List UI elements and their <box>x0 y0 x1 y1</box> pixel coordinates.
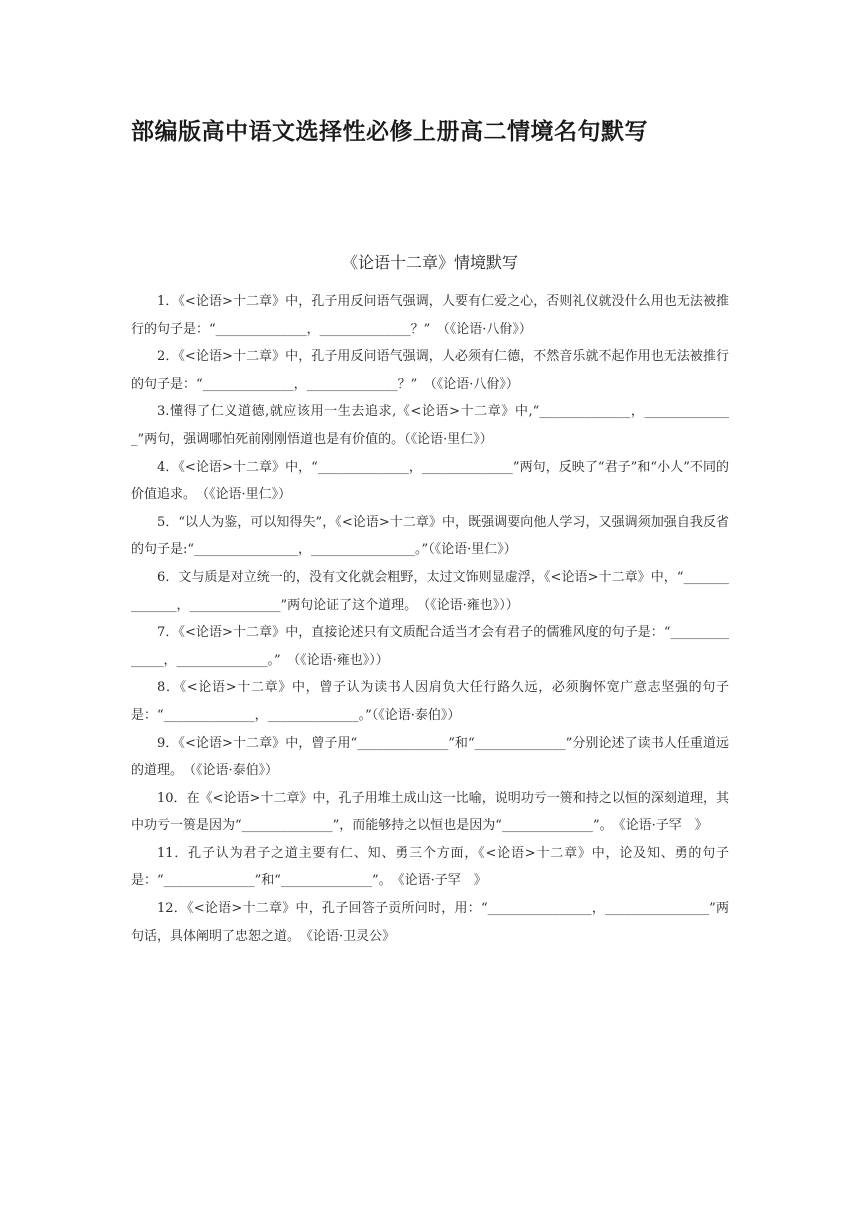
question-9: 9．《<论语>十二章》中，曾子用“______________”和“______________”分别论述了读书人任重道远的道理。 （《论语·泰伯》） <box>131 735 729 779</box>
question-4: 4．《<论语>十二章》中，“______________，______________”两句，反映了“君子”和“小人”不同的价值追求。 （《论语·里仁》） <box>131 459 729 503</box>
section-title: 《论语十二章》情境默写 <box>341 253 518 272</box>
question-3: 3.懂得了仁义道德,就应该用一生去追求,《<论语>十二章》中,“______________，______________”两句，强调哪怕死前刚刚悟道也是有价值的。（《论语·里仁》） <box>131 404 729 447</box>
question-list <box>131 288 729 950</box>
question-12: 12．《<论语>十二章》中，孔子回答子贡所问时，用：“________________，________________”两句话，具体阐明了忠恕之道。 《论语·卫灵公》 <box>131 901 729 944</box>
question-7: 7．《<论语>十二章》中，直接论述只有文质配合适当才会有君子的儒雅风度的句子是：“______________，______________。” （《论语·雍也》）） <box>131 625 729 668</box>
question-11: 11．孔子认为君子之道主要有仁、知、勇三个方面，《<论语>十二章》中，论及知、勇的句子是：“______________”和“______________”。 《论语·子罕 》 <box>131 845 729 889</box>
question-8: 8．《<论语>十二章》中，曾子认为读书人因肩负大任行路久远，必须胸怀宽广意志坚强的句子是：“______________，______________。”（《论语·泰伯》） <box>131 680 729 723</box>
question-2: 2．《<论语>十二章》中，孔子用反问语气强调，人必须有仁德，不然音乐就不起作用也无法被推行的句子是：“______________，______________？” （《论语·八佾》） <box>131 349 729 392</box>
question-10: 10．在《<论语>十二章》中，孔子用堆土成山这一比喻，说明功亏一篑和持之以恒的深刻道理，其中功亏一篑是因为“______________”，而能够持之以恒也是因为“______________”。 《论语·子罕 》 <box>131 790 729 834</box>
document-title: 部编版高中语文选择性必修上册高二情境名句默写 <box>131 119 648 145</box>
question-5: 5．“以人为鉴，可以知得失”，《<论语>十二章》中，既强调要向他人学习，又强调须加强自我反省的句子是:“________________，________________。”（《论语·里仁》） <box>131 514 729 558</box>
question-1: 1．《<论语>十二章》中，孔子用反问语气强调，人要有仁爱之心，否则礼仪就没什么用也无法被推行的句子是：“______________，______________？” （《论语·八佾》） <box>131 294 729 337</box>
question-6: 6．文与质是对立统一的，没有文化就会粗野，太过文饰则显虚浮，《<论语>十二章》中，“______________，______________”两句论证了这个道理。 （《论语·雍也》）） <box>131 569 729 613</box>
